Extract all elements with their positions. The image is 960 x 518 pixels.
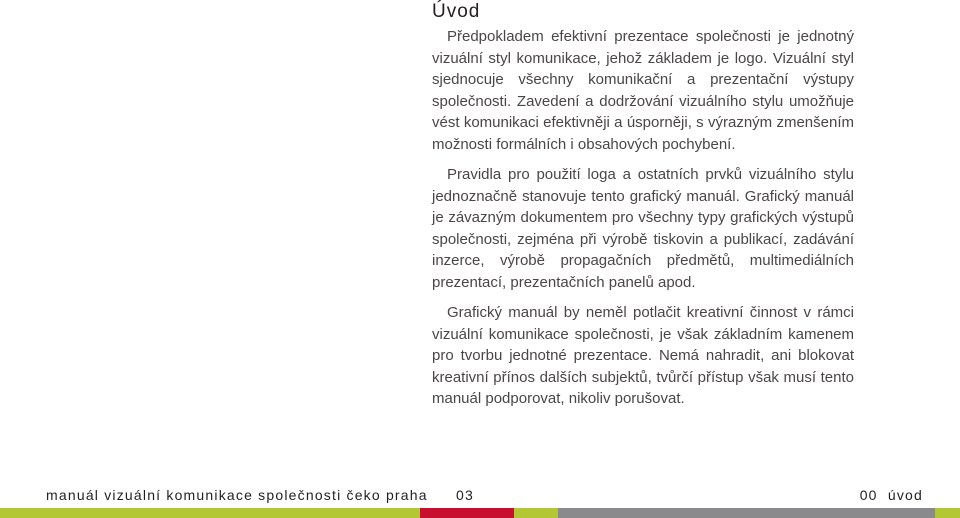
color-bar-red xyxy=(420,508,514,518)
section-title: Úvod xyxy=(432,1,481,22)
footer-section-label: 00 úvod xyxy=(859,487,923,503)
footer-page-number: 03 xyxy=(456,487,474,503)
paragraph-creativity: Grafický manuál by neměl potlačit kreativní činnost v rámci vizuální komunikace společnosti, je však základním kamenem pro tvorbu jednotné prezentace. Nemá nahradit, ani blokovat kreativní přínos dalších subjektů, tvůrčí přístup však musí tento manuál podporovat, nikoliv porušovat. xyxy=(432,304,854,407)
paragraph-rules: Pravidla pro použití loga a ostatních prvků vizuálního stylu jednoznačně stanovuje tento grafický manuál. Grafický manuál je závazným dokumentem pro všechny typy grafických výstupů společnosti, zejména při výrobě tiskovin a publikací, zadávání inzerce, výrobě propagačních předmětů, multimediálních prezentací, prezentačních panelů apod. xyxy=(432,166,854,291)
color-bar-green-mid xyxy=(514,508,558,518)
footer-document-title: manuál vizuální komunikace společnosti čeko praha xyxy=(46,487,428,503)
color-bar-gray xyxy=(558,508,935,518)
main-content xyxy=(432,0,854,419)
paragraph-intro: Předpokladem efektivní prezentace společnosti je jednotný vizuální styl komunikace, jehož základem je logo. Vizuální styl sjednocuje všechny komunikační a prezentační výstupy společnosti. Zavedení a dodržování vizuálního stylu umožňuje vést komunikaci efektivněji a úsporněji, s výrazným zmenšením možnosti formálních i obsahových pochybení. xyxy=(432,28,854,153)
color-bar-green-left xyxy=(0,508,420,518)
color-bar-green-right xyxy=(935,508,960,518)
page-footer xyxy=(0,485,960,507)
footer-color-bar xyxy=(0,508,960,518)
